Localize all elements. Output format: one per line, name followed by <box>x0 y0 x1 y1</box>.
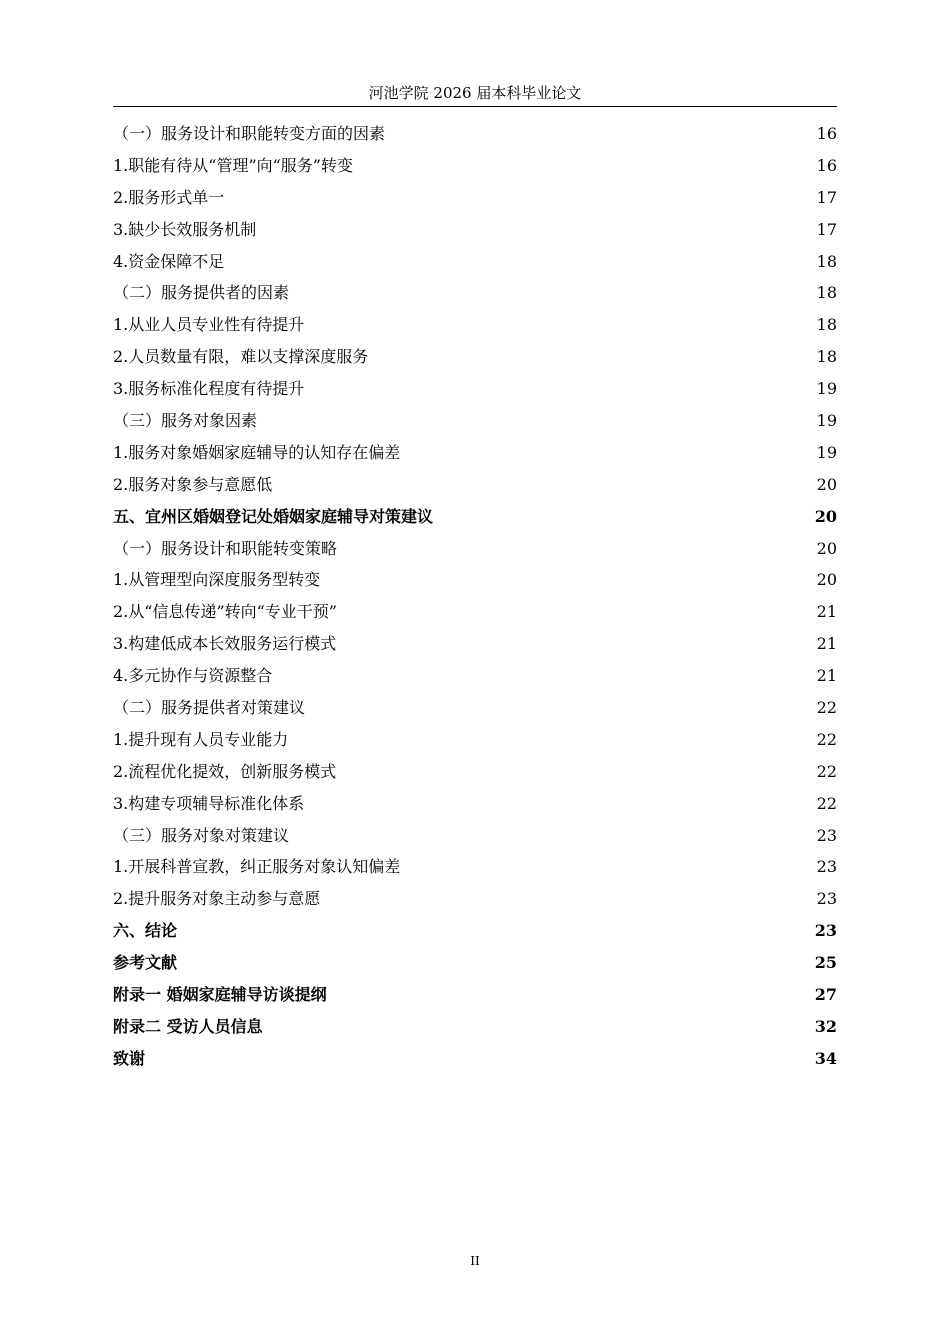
toc-entry-label: 附录二 受访人员信息 <box>113 1016 263 1036</box>
toc-entry-page: 23 <box>816 857 837 877</box>
toc-dot-leader <box>355 170 815 171</box>
toc-entry-page: 32 <box>814 1016 837 1036</box>
toc-entry-label: （三）服务对象因素 <box>113 411 258 431</box>
toc-entry[interactable] <box>113 533 837 565</box>
toc-entry-label: 致谢 <box>113 1048 146 1068</box>
toc-entry-label: 2.从“信息传递”转向“专业干预” <box>113 602 337 622</box>
toc-entry-label: 1.从业人员专业性有待提升 <box>113 315 305 335</box>
page-number: II <box>470 1254 480 1268</box>
toc-entry-label: 3.服务标准化程度有待提升 <box>113 379 305 399</box>
toc-dot-leader <box>329 999 813 1000</box>
toc-entry-page: 19 <box>816 379 837 399</box>
toc-entry[interactable] <box>113 596 837 628</box>
toc-entry[interactable] <box>113 309 837 341</box>
toc-entry-label: 1.服务对象婚姻家庭辅导的认知存在偏差 <box>113 442 401 462</box>
toc-dot-leader <box>370 361 814 362</box>
toc-entry[interactable] <box>113 373 837 405</box>
toc-dot-leader <box>307 712 815 713</box>
toc-entry-page: 23 <box>816 825 837 845</box>
toc-entry-page: 17 <box>816 219 837 239</box>
toc-entry-page: 34 <box>814 1048 837 1068</box>
toc-entry-page: 20 <box>816 570 837 590</box>
toc-dot-leader <box>259 425 815 426</box>
toc-entry-label: （二）服务提供者的因素 <box>113 283 290 303</box>
toc-entry[interactable] <box>113 979 837 1011</box>
toc-entry-page: 22 <box>816 698 837 718</box>
toc-entry-page: 22 <box>816 761 837 781</box>
toc-entry-page: 21 <box>816 666 837 686</box>
toc-dot-leader <box>402 457 814 458</box>
toc-entry[interactable] <box>113 724 837 756</box>
toc-entry[interactable] <box>113 628 837 660</box>
toc-entry-label: 参考文献 <box>113 953 178 973</box>
toc-entry-label: 3.缺少长效服务机制 <box>113 219 257 239</box>
toc-dot-leader <box>258 234 814 235</box>
toc-entry[interactable] <box>113 564 837 596</box>
toc-entry[interactable] <box>113 437 837 469</box>
toc-entry-page: 23 <box>814 921 837 941</box>
toc-entry[interactable] <box>113 182 837 214</box>
toc-entry-page: 18 <box>816 347 837 367</box>
toc-entry-label: （一）服务设计和职能转变策略 <box>113 538 338 558</box>
toc-entry[interactable] <box>113 851 837 883</box>
toc-entry[interactable] <box>113 469 837 501</box>
toc-entry-label: 五、宜州区婚姻登记处婚姻家庭辅导对策建议 <box>113 506 434 526</box>
toc-dot-leader <box>274 680 814 681</box>
toc-entry-page: 16 <box>816 124 837 143</box>
toc-entry-page: 23 <box>816 889 837 909</box>
toc-entry-label: 3.构建专项辅导标准化体系 <box>113 793 305 813</box>
toc-entry-page: 18 <box>816 315 837 335</box>
toc-dot-leader <box>274 489 814 490</box>
toc-entry[interactable] <box>113 1043 837 1075</box>
table-of-contents <box>113 118 837 1075</box>
toc-entry[interactable] <box>113 692 837 724</box>
toc-entry[interactable] <box>113 915 837 947</box>
toc-entry[interactable] <box>113 246 837 278</box>
toc-dot-leader <box>306 393 814 394</box>
toc-entry-page: 22 <box>816 729 837 749</box>
toc-entry[interactable] <box>113 947 837 979</box>
toc-entry-label: 2.服务对象参与意愿低 <box>113 474 273 494</box>
toc-entry-page: 17 <box>816 187 837 207</box>
toc-entry-label: 六、结论 <box>113 921 178 941</box>
toc-dot-leader <box>339 553 815 554</box>
toc-entry-page: 20 <box>814 506 837 526</box>
page-header: 河池学院 2026 届本科毕业论文 <box>113 80 837 107</box>
toc-entry-label: 1.开展科普宣教，纠正服务对象认知偏差 <box>113 857 401 877</box>
toc-dot-leader <box>322 584 814 585</box>
toc-entry[interactable] <box>113 1011 837 1043</box>
toc-entry-page: 27 <box>814 985 837 1005</box>
toc-entry-page: 22 <box>816 793 837 813</box>
toc-dot-leader <box>226 266 814 267</box>
toc-entry[interactable] <box>113 501 837 533</box>
toc-entry[interactable] <box>113 405 837 437</box>
toc-dot-leader <box>179 967 813 968</box>
toc-dot-leader <box>291 840 815 841</box>
toc-entry-page: 18 <box>816 251 837 271</box>
toc-entry[interactable] <box>113 756 837 788</box>
toc-entry[interactable] <box>113 660 837 692</box>
toc-entry[interactable] <box>113 277 837 309</box>
toc-entry-page: 16 <box>816 155 837 175</box>
toc-entry-label: 1.从管理型向深度服务型转变 <box>113 570 321 590</box>
toc-entry-page: 19 <box>816 442 837 462</box>
toc-dot-leader <box>387 138 815 139</box>
toc-dot-leader <box>179 935 813 936</box>
toc-dot-leader <box>291 297 815 298</box>
toc-dot-leader <box>226 202 814 203</box>
toc-dot-leader <box>402 871 814 872</box>
toc-dot-leader <box>306 808 814 809</box>
toc-entry-page: 21 <box>816 634 837 654</box>
toc-entry-page: 19 <box>816 411 837 431</box>
toc-entry-label: （二）服务提供者对策建议 <box>113 698 306 718</box>
toc-entry-label: 4.资金保障不足 <box>113 251 225 271</box>
toc-entry-label: （一）服务设计和职能转变方面的因素 <box>113 124 386 143</box>
toc-entry-page: 18 <box>816 283 837 303</box>
toc-dot-leader <box>306 329 814 330</box>
toc-dot-leader <box>147 1063 813 1064</box>
toc-dot-leader <box>339 616 815 617</box>
toc-entry[interactable] <box>113 150 837 182</box>
toc-entry-label: 2.服务形式单一 <box>113 187 225 207</box>
toc-entry[interactable] <box>113 788 837 820</box>
toc-dot-leader <box>290 744 814 745</box>
toc-entry-page: 25 <box>814 953 837 973</box>
toc-entry-page: 20 <box>816 474 837 494</box>
toc-entry-label: 附录一 婚姻家庭辅导访谈提纲 <box>113 985 327 1005</box>
toc-entry-label: （三）服务对象对策建议 <box>113 825 290 845</box>
toc-entry-page: 21 <box>816 602 837 622</box>
toc-dot-leader <box>435 521 813 522</box>
toc-entry[interactable] <box>113 118 837 150</box>
toc-dot-leader <box>265 1031 813 1032</box>
toc-entry[interactable] <box>113 341 837 373</box>
toc-entry[interactable] <box>113 820 837 852</box>
toc-entry[interactable] <box>113 883 837 915</box>
toc-entry-label: 2.人员数量有限，难以支撑深度服务 <box>113 347 369 367</box>
toc-entry-label: 1.职能有待从“管理”向“服务”转变 <box>113 155 353 175</box>
toc-entry-label: 4.多元协作与资源整合 <box>113 666 273 686</box>
toc-entry-label: 3.构建低成本长效服务运行模式 <box>113 634 337 654</box>
toc-entry-label: 2.提升服务对象主动参与意愿 <box>113 889 321 909</box>
toc-dot-leader <box>338 776 814 777</box>
toc-dot-leader <box>338 648 814 649</box>
toc-entry[interactable] <box>113 214 837 246</box>
toc-entry-page: 20 <box>816 538 837 558</box>
toc-entry-label: 1.提升现有人员专业能力 <box>113 729 289 749</box>
toc-entry-label: 2.流程优化提效，创新服务模式 <box>113 761 337 781</box>
toc-dot-leader <box>322 903 814 904</box>
